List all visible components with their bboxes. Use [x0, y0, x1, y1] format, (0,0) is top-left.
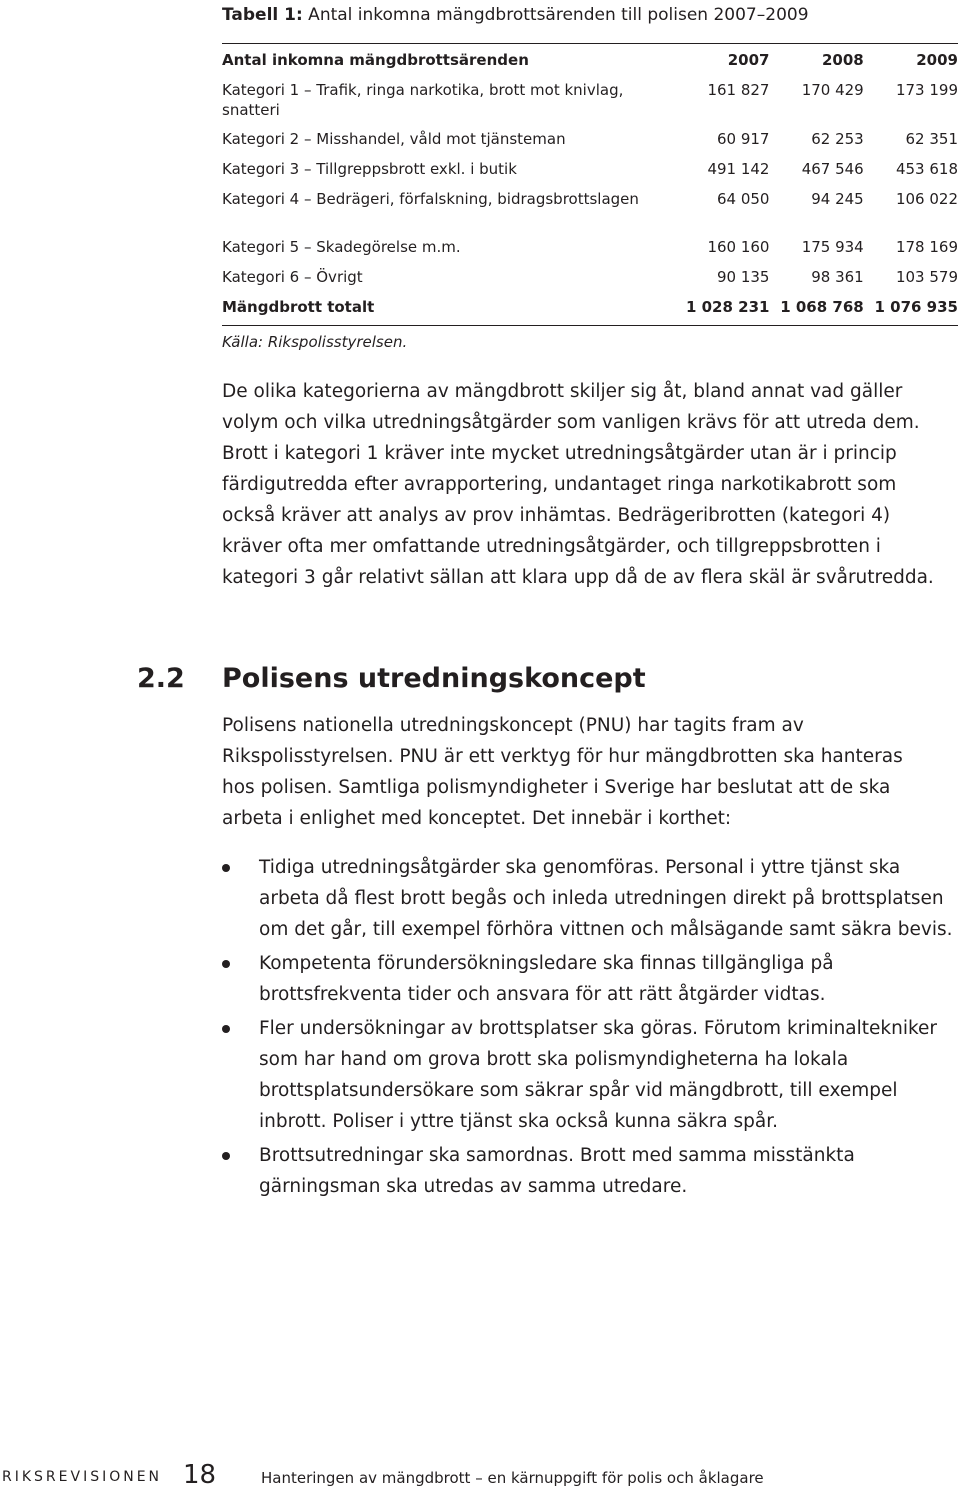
row-label: Kategori 5 – Skadegörelse m.m.	[222, 237, 461, 256]
footer-document-title: Hanteringen av mängdbrott – en kärnuppgift för polis och åklagare	[261, 1469, 764, 1487]
table-caption	[222, 4, 942, 26]
column-header-2008: 2008	[821, 51, 864, 69]
column-header-2009: 2009	[916, 51, 958, 69]
cell-2007: 491 142	[707, 159, 770, 178]
bullet-item	[222, 1140, 960, 1202]
bullet-item	[222, 1013, 960, 1137]
row-label: Kategori 1 – Trafik, ringa narkotika, brott mot knivlag, snatteri	[222, 80, 624, 119]
row-label: Kategori 6 – Övrigt	[222, 267, 363, 286]
cell-2009: 106 022	[895, 189, 958, 208]
bullet-icon	[222, 1152, 230, 1160]
total-label: Mängdbrott totalt	[222, 297, 375, 316]
table-row	[222, 74, 958, 123]
total-2007: 1 028 231	[685, 297, 770, 316]
cell-2008: 62 253	[811, 129, 864, 148]
table-row	[222, 261, 958, 291]
bullet-icon	[222, 1025, 230, 1033]
cell-2008: 175 934	[801, 237, 864, 256]
cell-2007: 160 160	[707, 237, 770, 256]
table-header-row	[222, 44, 958, 74]
cell-2008: 94 245	[811, 189, 864, 208]
column-header-category: Antal inkomna mängdbrottsärenden	[222, 51, 529, 69]
table-row	[222, 183, 958, 231]
total-2009: 1 076 935	[874, 297, 958, 316]
section-number: 2.2	[137, 663, 185, 694]
bullet-item	[222, 948, 960, 1010]
cell-2009: 178 169	[895, 237, 958, 256]
bullet-text: Brottsutredningar ska samordnas. Brott med samma misstänkta gärningsman ska utredas av samma utredare.	[259, 1145, 855, 1197]
cell-2009: 453 618	[895, 159, 958, 178]
cell-2009: 173 199	[895, 80, 958, 99]
bullet-text: Fler undersökningar av brottsplatser ska göras. Förutom kriminaltekniker som har hand om grova brott ska polismyndigheterna ha lokala brottsplatsundersökare som säkrar spår vid mängdbrott, till exempel inbrott. Poliser i yttre tjänst ska också kunna säkra spår.	[259, 1018, 938, 1132]
bullet-icon	[222, 960, 230, 968]
table-caption-text: Antal inkomna mängdbrottsärenden till polisen 2007–2009	[302, 5, 809, 25]
section-title: Polisens utredningskoncept	[222, 663, 646, 694]
bullet-item	[222, 852, 960, 945]
cell-2007: 90 135	[716, 267, 770, 286]
footer-brand: RIKSREVISIONEN	[2, 1469, 163, 1485]
crime-statistics-table	[222, 43, 958, 326]
section-heading	[137, 660, 937, 698]
bullet-list	[222, 852, 960, 1205]
row-label: Kategori 4 – Bedrägeri, förfalskning, bidragsbrottslagen	[222, 189, 639, 208]
total-2008: 1 068 768	[780, 297, 864, 316]
page-number: 18	[183, 1460, 217, 1490]
cell-2009: 103 579	[895, 267, 958, 286]
cell-2008: 98 361	[811, 267, 864, 286]
column-header-2007: 2007	[727, 51, 770, 69]
cell-2009: 62 351	[905, 129, 958, 148]
cell-2008: 467 546	[801, 159, 864, 178]
bullet-text: Kompetenta förundersökningsledare ska finnas tillgängliga på brottsfrekventa tider och ansvara för att rätt åtgärder vidtas.	[259, 953, 834, 1005]
cell-2007: 161 827	[707, 80, 770, 99]
cell-2007: 64 050	[716, 189, 770, 208]
cell-2007: 60 917	[716, 129, 770, 148]
table-row	[222, 153, 958, 183]
table-caption-label: Tabell 1:	[222, 5, 303, 25]
body-paragraph: De olika kategorierna av mängdbrott skiljer sig åt, bland annat vad gäller volym och vilka utredningsåtgärder som vanligen krävs för att utreda dem. Brott i kategori 1 kräver inte mycket utredningsåtgärder utan är i princip färdigutredda efter avrapportering, undantaget ringa narkotikabrott som också kräver att analys av prov inhämtas. Bedrägeribrotten (kategori 4) kräver ofta mer omfattande utredningsåtgärder, och tillgreppsbrotten i kategori 3 går relativt sällan att klara upp då de av flera skäl är svårutredda.	[222, 381, 934, 588]
table-total-row	[222, 291, 958, 326]
table-row	[222, 231, 958, 261]
page-footer	[0, 1460, 960, 1490]
cell-2008: 170 429	[801, 80, 864, 99]
row-label: Kategori 3 – Tillgreppsbrott exkl. i butik	[222, 159, 517, 178]
table-source-note: Källa: Rikspolisstyrelsen.	[222, 333, 408, 351]
bullet-text: Tidiga utredningsåtgärder ska genomföras. Personal i yttre tjänst ska arbeta då flest brott begås och inleda utredningen direkt på brottsplatsen om det går, till exempel förhöra vittnen och målsägande samt säkra bevis.	[259, 857, 953, 940]
bullet-icon	[222, 864, 230, 872]
body-paragraph: Polisens nationella utredningskoncept (PNU) har tagits fram av Rikspolisstyrelsen. PNU är ett verktyg för hur mängdbrotten ska hanteras hos polisen. Samtliga polismyndigheter i Sverige har beslutat att de ska arbeta i enlighet med konceptet. Det innebär i korthet:	[222, 715, 903, 829]
table-row	[222, 123, 958, 153]
data-table	[222, 43, 958, 326]
row-label: Kategori 2 – Misshandel, våld mot tjänsteman	[222, 129, 566, 148]
